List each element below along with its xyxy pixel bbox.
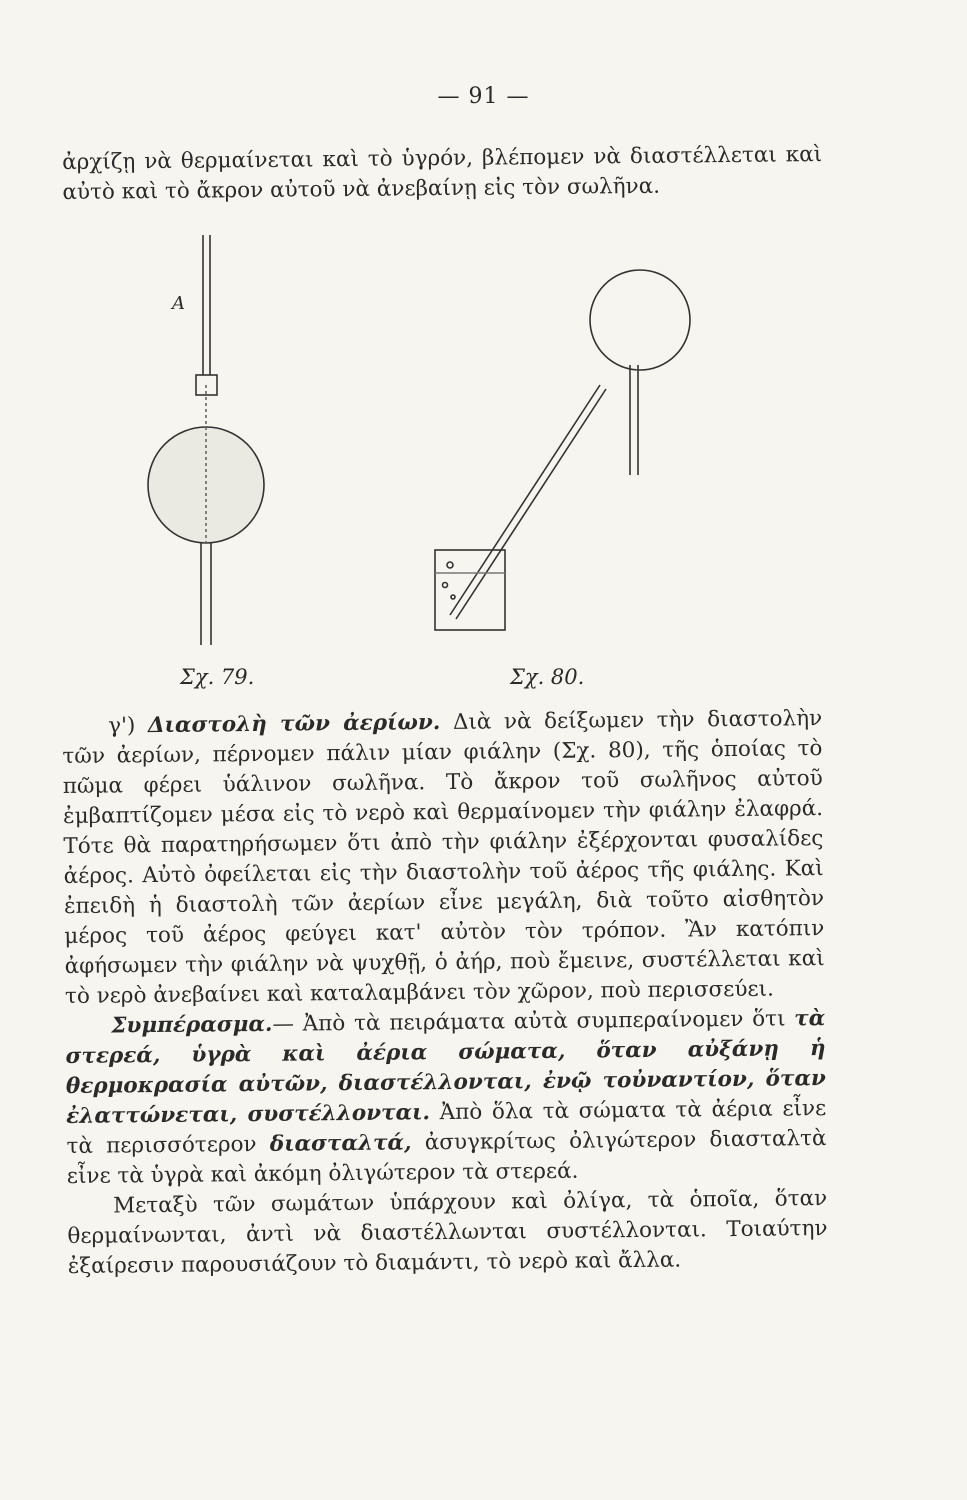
- conclusion-mid: Ἀπὸ ὅλα τὰ σώματα τὰ ἀέρια εἶνε τὰ περισσότερον: [66, 1096, 827, 1159]
- figure-79-flask: [148, 235, 264, 645]
- figures: [120, 225, 840, 705]
- intro-paragraph: ἀρχίζῃ νὰ θερμαίνεται καὶ τὸ ὑγρόν, βλέπομεν νὰ διαστέλλεται καὶ αὐτὸ καὶ τὸ ἄκρον αὐτοῦ νὰ ἀνεβαίνῃ εἰς τὸν σωλῆνα.: [62, 142, 823, 205]
- figure-80-flask-apparatus: [435, 270, 690, 630]
- conclusion-lead: — Ἀπὸ τὰ πειράματα αὐτὰ συμπεραίνομεν ὅτι: [272, 1006, 786, 1037]
- figure-79-label-a: Α: [172, 293, 185, 314]
- section-body: Διὰ νὰ δείξωμεν τὴν διαστολὴν τῶν ἀερίων, πέρνομεν πάλιν μίαν φιάλην (Σχ. 80), τῆς ὁποίας τὸ πῶμα φέρει ὑάλινον σωλῆνα. Τὸ ἄκρον τοῦ σωλῆνος αὐτοῦ ἐμβαπτίζομεν μέσα εἰς τὸ νερὸ καὶ θερμαίνομεν τὴν φιάλην ἐλαφρά. Τότε θὰ παρατηρήσωμεν ὅτι ἀπὸ τὴν φιάλην ἐξέρχονται φυσαλίδες ἀέρος. Αὐτὸ ὀφείλεται εἰς τὴν διαστολὴν τοῦ ἀέρος τῆς φιάλης. Καὶ ἐπειδὴ ἡ διαστολὴ τῶν ἀερίων εἶνε μεγάλη, διὰ τοῦτο αἰσθητὸν μέρος τοῦ ἀέρος φεύγει κατ' αὐτὸν τὸν τρόπον. Ἂν κατόπιν ἀφήσωμεν τὴν φιάλην νὰ ψυχθῇ, ὁ ἀήρ, ποὺ ἔμεινε, συστέλλεται καὶ τὸ νερὸ ἀνεβαίνει καὶ καταλαμβάνει τὸν χῶρον, ποὺ περισσεύει.: [62, 706, 825, 1009]
- section-paragraph: [62, 704, 825, 1012]
- page-number: — 91 —: [437, 84, 530, 109]
- conclusion-bold-term: διασταλτά,: [269, 1130, 412, 1157]
- section-heading-prefix: γ'): [108, 713, 136, 739]
- section-heading: Διαστολὴ τῶν ἀερίων.: [147, 710, 441, 739]
- section-gas-expansion: [62, 704, 828, 1282]
- figure-79-caption: Σχ. 79.: [180, 665, 255, 689]
- final-paragraph: Μεταξὺ τῶν σωμάτων ὑπάρχουν καὶ ὀλίγα, τὰ ὁποῖα, ὅταν θερμαίνωνται, ἀντὶ νὰ διαστέλλωνται συστέλλονται. Τοιαύτην ἐξαίρεσιν παρουσιάζουν τὸ διαμάντι, τὸ νερὸ καὶ ἄλλα.: [67, 1186, 828, 1279]
- conclusion-bold-statement: τὰ στερεά, ὑγρὰ καὶ ἀέρια σώματα, ὅταν αὐξάνῃ ἡ θερμοκρασία αὐτῶν, διαστέλλονται, ἐνῷ τοὐναντίον, ὅταν ἐλαττώνεται, συστέλλονται.: [65, 1006, 827, 1129]
- conclusion-paragraph: [65, 1004, 827, 1192]
- conclusion-title: Συμπέρασμα.: [111, 1011, 273, 1039]
- conclusion-end: ἀσυγκρίτως ὀλιγώτερον διασταλτὰ εἶνε τὰ ὑγρὰ καὶ ἀκόμη ὀλιγώτερον τὰ στερεά.: [66, 1126, 827, 1189]
- figure-illustrations: [120, 225, 840, 705]
- figure-80-caption: Σχ. 80.: [510, 665, 585, 689]
